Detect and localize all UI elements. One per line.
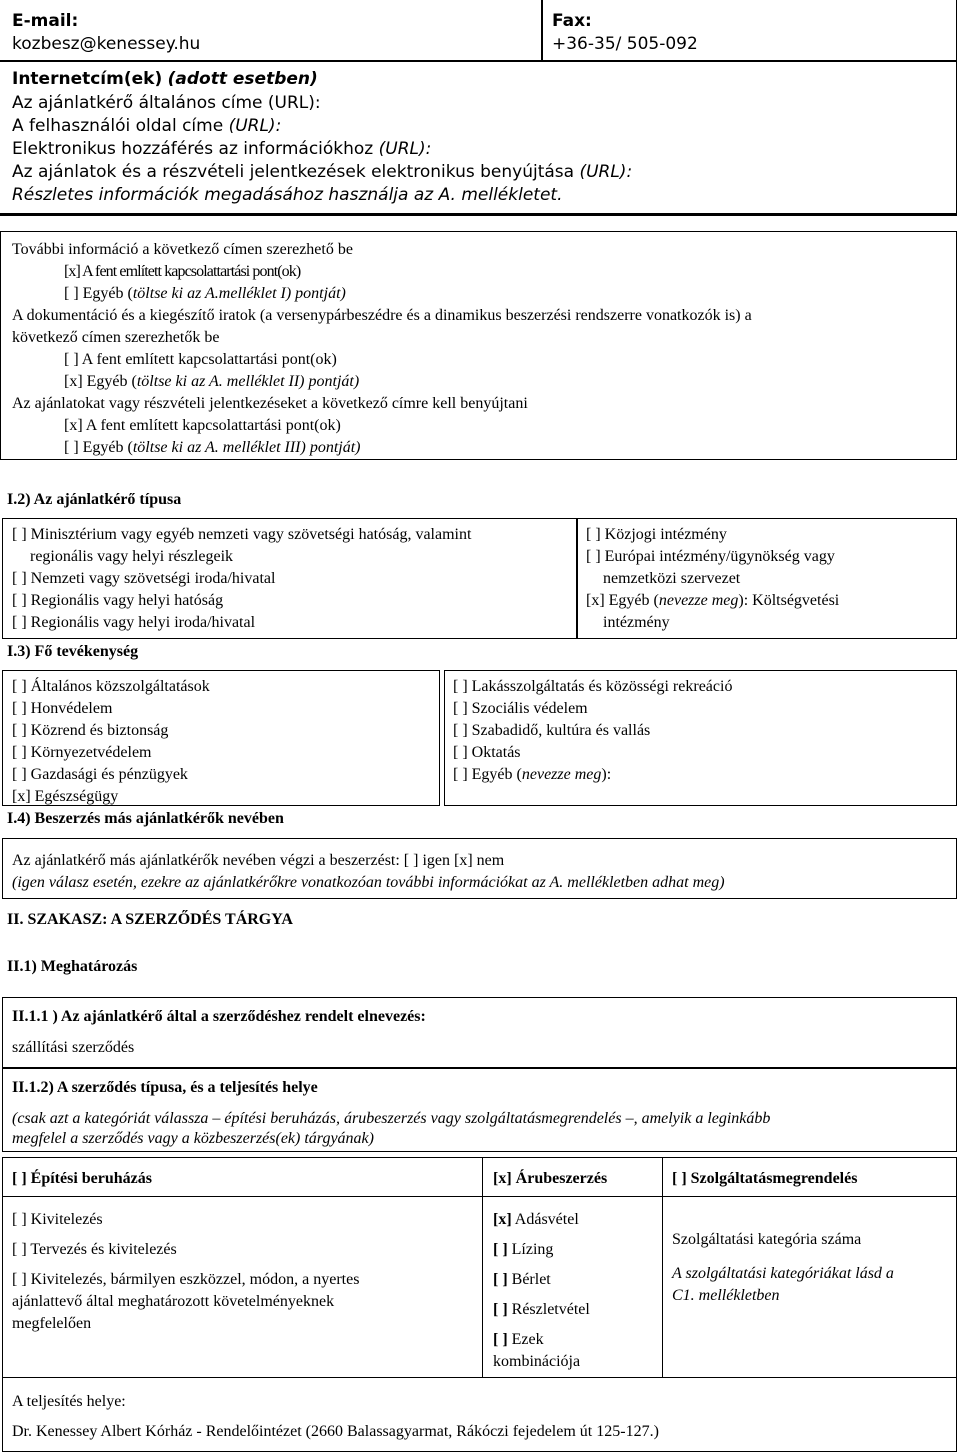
type-option-regional-office[interactable]: [ ] Regionális vagy helyi iroda/hivatal (12, 614, 256, 631)
option-label: Lízing (511, 1241, 554, 1258)
further-q3-opt2[interactable] (64, 437, 361, 459)
option-label: Ezek (511, 1331, 544, 1348)
option-mark: [ ] (493, 1331, 508, 1348)
option-note: töltse ki az A. melléklet III) pontját) (132, 439, 361, 456)
further-q2-line1: A dokumentáció és a kiegészítő iratok (a versenypárbeszédre és a dinamikus beszerzési rendszerre vonatkozók is) a (12, 307, 752, 324)
option-text: [ ] Egyéb ( (64, 285, 133, 302)
option-text: [ ] Egyéb ( (453, 766, 522, 783)
option-mark: [ ] (493, 1271, 508, 1288)
section2-heading: II. SZAKASZ: A SZERZŐDÉS TÁRGYA (7, 911, 293, 928)
behalf-heading: I.4) Beszerzés más ajánlatkérők nevében (7, 810, 284, 827)
type-option-european[interactable]: [ ] Európai intézmény/ügynökség vagy (586, 548, 835, 565)
contract-type-heading: II.1.2) A szerződés típusa, és a teljesítés helye (12, 1079, 318, 1096)
further-q1-opt1[interactable]: [x] A fent említett kapcsolattartási pont(ok) (64, 263, 301, 280)
option-note: nevezze meg (658, 592, 739, 609)
services-category-note-line1: A szolgáltatási kategóriákat lásd a (672, 1265, 894, 1282)
activity-option-recreation[interactable]: [ ] Szabadidő, kultúra és vallás (453, 722, 651, 739)
activity-option-housing[interactable]: [ ] Lakásszolgáltatás és közösségi rekreáció (453, 678, 733, 695)
internet-line-general (12, 92, 321, 116)
option-note: nevezze meg (521, 766, 602, 783)
option-label: Részletvétel (511, 1301, 590, 1318)
activity-option-social[interactable]: [ ] Szociális védelem (453, 700, 588, 717)
definition-heading: II.1) Meghatározás (7, 958, 138, 975)
internet-line-text: A felhasználói oldal címe (12, 116, 224, 136)
internet-heading-text: Internetcím(ek) (12, 69, 163, 89)
further-q1: További információ a következő címen szerezhető be (12, 241, 353, 258)
contract-type-note-line1: (csak azt a kategóriát válassza – építési beruházás, árubeszerzés vagy szolgáltatásmegrendelés –, amelyik a leginkább (12, 1110, 771, 1127)
option-mark: [x] (493, 1211, 512, 1228)
supplies-option-combination[interactable] (493, 1329, 544, 1351)
works-option-any-means-cont1: ajánlattevő által meghatározott követelményeknek (12, 1293, 335, 1310)
internet-line-text: Elektronikus hozzáférés az információkhoz (12, 139, 374, 159)
further-q2-opt1[interactable]: [ ] A fent említett kapcsolattartási pont(ok) (64, 351, 337, 368)
email-label: E-mail: (12, 11, 79, 31)
activity-heading: I.3) Fő tevékenység (7, 643, 139, 660)
internet-note: Részletes információk megadásához használja az A. mellékletet. (12, 185, 563, 205)
works-option-execution[interactable]: [ ] Kivitelezés (12, 1211, 103, 1228)
further-q2-opt2[interactable] (64, 371, 359, 393)
activity-option-environment[interactable]: [ ] Környezetvédelem (12, 744, 152, 761)
type-option-public-law[interactable]: [ ] Közjogi intézmény (586, 526, 727, 543)
type-option-other-cont: intézmény (603, 614, 670, 631)
services-category-label: Szolgáltatási kategória száma (672, 1231, 862, 1248)
internet-line-submission (12, 161, 632, 185)
option-text: [x] Egyéb ( (64, 373, 137, 390)
activity-option-public-order[interactable]: [ ] Közrend és biztonság (12, 722, 169, 739)
option-value: ): Költségvetési (738, 592, 840, 609)
services-category-note-line2: C1. mellékletben (672, 1287, 780, 1304)
option-mark: [ ] (493, 1241, 508, 1258)
contact-divider (541, 0, 543, 62)
internet-heading-note: (adott esetben) (167, 69, 318, 89)
type-option-european-cont: nemzetközi szervezet (603, 570, 741, 587)
behalf-line: Az ajánlatkérő más ajánlatkérők nevében végzi a beszerzést: [ ] igen [x] nem (12, 852, 505, 869)
place-label: A teljesítés helye: (12, 1393, 126, 1410)
internet-line-url: (URL): (267, 93, 321, 113)
place-value: Dr. Kenessey Albert Kórház - Rendelőintézet (2660 Balassagyarmat, Rákóczi fejedelem út 125-127.) (12, 1423, 659, 1440)
activity-option-general[interactable]: [ ] Általános közszolgáltatások (12, 678, 210, 695)
internet-line-url: (URL): (228, 116, 282, 136)
contract-name-heading: II.1.1 ) Az ajánlatkérő által a szerződéshez rendelt elnevezés: (12, 1008, 426, 1025)
table-place-divider (2, 1377, 957, 1378)
supplies-option-hire-purchase[interactable] (493, 1299, 590, 1321)
activity-option-health[interactable]: [x] Egészségügy (12, 788, 119, 805)
type-option-national-office[interactable]: [ ] Nemzeti vagy szövetségi iroda/hivatal (12, 570, 276, 587)
behalf-note: (igen válasz esetén, ezekre az ajánlatkérőkre vonatkozóan további információkat az A. mellékletben adhat meg) (12, 874, 725, 891)
type-option-other[interactable] (586, 590, 839, 612)
further-q3-opt1[interactable]: [x] A fent említett kapcsolattartási pont(ok) (64, 417, 341, 434)
works-head[interactable]: [ ] Építési beruházás (12, 1170, 152, 1187)
supplies-option-lease[interactable] (493, 1239, 553, 1261)
works-option-design-execution[interactable]: [ ] Tervezés és kivitelezés (12, 1241, 177, 1258)
internet-line-user (12, 115, 281, 139)
works-option-any-means[interactable]: [ ] Kivitelezés, bármilyen eszközzel, módon, a nyertes (12, 1271, 360, 1288)
works-option-any-means-cont2: megfelelően (12, 1315, 92, 1332)
supplies-head[interactable]: [x] Árubeszerzés (493, 1170, 608, 1187)
activity-option-education[interactable]: [ ] Oktatás (453, 744, 521, 761)
option-mark: [ ] (493, 1301, 508, 1318)
table-divider-1 (482, 1157, 483, 1377)
internet-line-access (12, 138, 431, 162)
internet-heading (12, 68, 318, 92)
email-link[interactable]: kozbesz@kenessey.hu (12, 34, 201, 54)
activity-option-defence[interactable]: [ ] Honvédelem (12, 700, 113, 717)
option-label: Bérlet (511, 1271, 551, 1288)
activity-option-economic[interactable]: [ ] Gazdasági és pénzügyek (12, 766, 188, 783)
option-note: töltse ki az A.melléklet I) pontját) (132, 285, 346, 302)
option-text: [ ] Egyéb ( (64, 439, 133, 456)
further-q3: Az ajánlatokat vagy részvételi jelentkezéseket a következő címre kell benyújtani (12, 395, 528, 412)
type-option-regional-authority[interactable]: [ ] Regionális vagy helyi hatóság (12, 592, 224, 609)
fax-label: Fax: (552, 11, 592, 31)
contract-type-note-line2: megfelel a szerződés vagy a közbeszerzés(ek) tárgyának) (12, 1130, 374, 1147)
supplies-option-combination-cont: kombinációja (493, 1353, 581, 1370)
type-option-ministry[interactable]: [ ] Minisztérium vagy egyéb nemzeti vagy szövetségi hatóság, valamint (12, 526, 472, 543)
further-q2-line2: következő címen szerezhetők be (12, 329, 220, 346)
fax-value: +36-35/ 505-092 (552, 34, 698, 54)
services-head[interactable]: [ ] Szolgáltatásmegrendelés (672, 1170, 858, 1187)
supplies-option-purchase[interactable] (493, 1209, 579, 1231)
option-note: töltse ki az A. melléklet II) pontját) (136, 373, 360, 390)
option-text: [x] Egyéb ( (586, 592, 659, 609)
internet-line-text: Az ajánlatkérő általános címe (12, 93, 263, 113)
table-head-divider (2, 1196, 957, 1197)
option-suffix: ): (601, 766, 612, 783)
contract-name-value: szállítási szerződés (12, 1039, 135, 1056)
table-divider-2 (662, 1157, 663, 1377)
option-label: Adásvétel (514, 1211, 579, 1228)
activity-option-other[interactable] (453, 764, 611, 786)
type-heading: I.2) Az ajánlatkérő típusa (7, 491, 182, 508)
internet-line-url: (URL): (378, 139, 432, 159)
internet-line-url: (URL): (579, 162, 633, 182)
type-option-ministry-cont: regionális vagy helyi részlegeik (30, 548, 234, 565)
internet-line-text: Az ajánlatok és a részvételi jelentkezések elektronikus benyújtása (12, 162, 575, 182)
further-q1-opt2[interactable] (64, 283, 346, 305)
supplies-option-rental[interactable] (493, 1269, 551, 1291)
